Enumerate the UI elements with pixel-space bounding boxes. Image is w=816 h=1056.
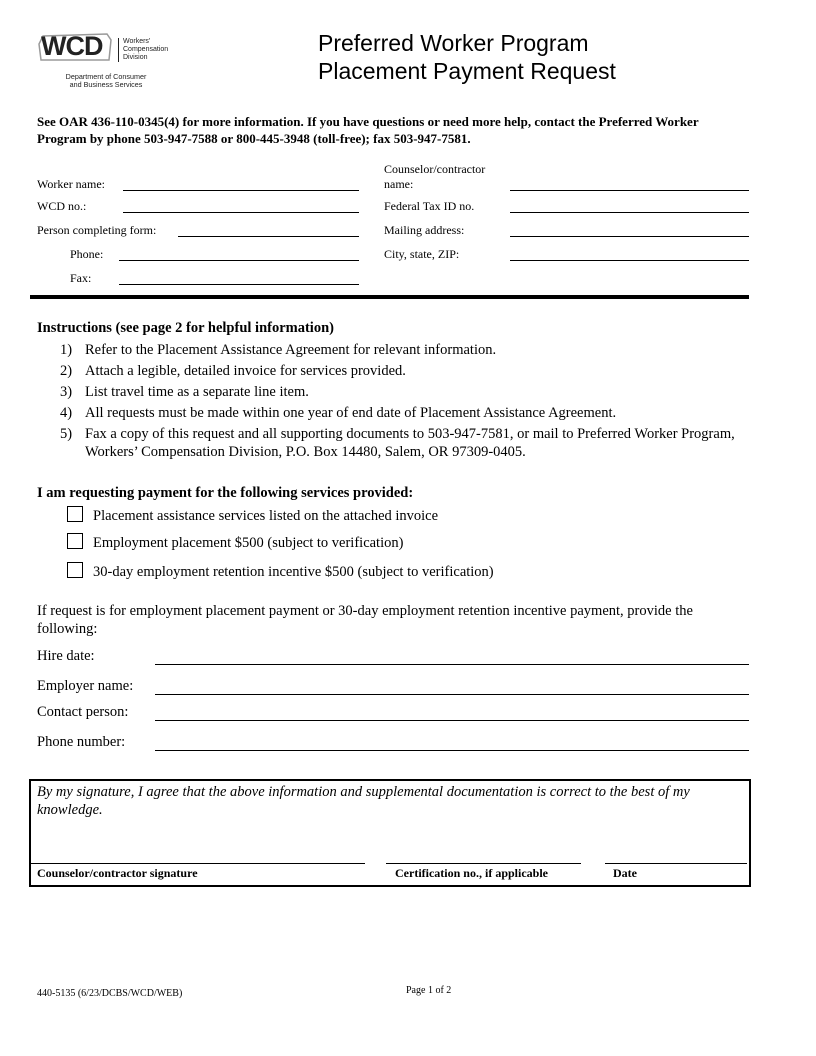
service-option-placement-assistance: Placement assistance services listed on the attached invoice <box>67 506 438 525</box>
title-line-2: Placement Payment Request <box>318 58 616 84</box>
service-option-employment-placement: Employment placement $500 (subject to verification) <box>67 533 403 552</box>
worker-name-label: Worker name: <box>37 177 106 191</box>
city-state-zip-label: City, state, ZIP: <box>384 247 460 261</box>
retention-incentive-checkbox[interactable] <box>67 562 83 578</box>
phone-field[interactable] <box>119 260 359 261</box>
counselor-name-field[interactable] <box>510 190 749 191</box>
placement-assistance-checkbox[interactable] <box>67 506 83 522</box>
page-number: Page 1 of 2 <box>406 985 452 996</box>
phone-number-label: Phone number: <box>37 734 126 750</box>
fax-label: Fax: <box>70 271 92 285</box>
worker-name-field[interactable] <box>123 190 359 191</box>
services-heading: I am requesting payment for the following services provided: <box>37 485 414 501</box>
conditional-instructions: If request is for employment placement payment or 30-day employment retention incentive payment, provide the following: <box>37 603 693 637</box>
title-line-1: Preferred Worker Program <box>318 30 589 56</box>
counselor-signature-field[interactable] <box>31 863 365 864</box>
federal-tax-id-label: Federal Tax ID no. <box>384 199 475 213</box>
employment-placement-checkbox[interactable] <box>67 533 83 549</box>
instructions-heading: Instructions (see page 2 for helpful information) <box>37 320 334 336</box>
phone-number-field[interactable] <box>155 750 749 751</box>
wcd-logo <box>37 28 171 94</box>
list-item: 4) All requests must be made within one year of end date of Placement Assistance Agreement. <box>60 405 617 421</box>
hire-date-field[interactable] <box>155 664 749 665</box>
form-id: 440-5135 (6/23/DCBS/WCD/WEB) <box>37 988 183 999</box>
date-label: Date <box>613 866 637 880</box>
intro-text: See OAR 436-110-0345(4) for more information. If you have questions or need more help, contact the Preferred Worker Program by phone 503-947-7588 or 800-445-3948 (toll-free); fax 503-947-7581. <box>37 114 699 146</box>
page-title <box>318 29 616 85</box>
instructions-list <box>60 341 750 464</box>
phone-label: Phone: <box>70 247 104 261</box>
contact-person-label: Contact person: <box>37 704 129 720</box>
counselor-name-label: Counselor/contractor name: <box>384 162 486 191</box>
certification-no-field[interactable] <box>386 863 581 864</box>
signature-statement: By my signature, I agree that the above information and supplemental documentation is correct to the best of my knowledge. <box>37 784 690 818</box>
section-divider <box>30 295 749 299</box>
certification-no-label: Certification no., if applicable <box>395 866 548 880</box>
date-field[interactable] <box>605 863 747 864</box>
logo-mark: WCD <box>41 31 103 61</box>
list-item: 1) Refer to the Placement Assistance Agreement for relevant information. <box>60 342 497 358</box>
mailing-address-label: Mailing address: <box>384 223 465 237</box>
contact-person-field[interactable] <box>155 720 749 721</box>
logo-department: Department of Consumer and Business Services <box>65 72 147 89</box>
federal-tax-id-field[interactable] <box>510 212 749 213</box>
wcd-no-label: WCD no.: <box>37 199 87 213</box>
list-item: 2) Attach a legible, detailed invoice for services provided. <box>60 363 406 379</box>
hire-date-label: Hire date: <box>37 648 95 664</box>
person-completing-label: Person completing form: <box>37 223 157 237</box>
list-item: 5) Fax a copy of this request and all supporting documents to 503-947-7581, or mail to Preferred Worker Program, Workers’ Compensation Division, P.O. Box 14480, Salem, OR 97309-0405. <box>60 426 735 460</box>
city-state-zip-field[interactable] <box>510 260 749 261</box>
fax-field[interactable] <box>119 284 359 285</box>
employer-name-field[interactable] <box>155 694 749 695</box>
logo-division: Workers' Compensation Division <box>118 38 168 62</box>
employer-name-label: Employer name: <box>37 678 134 694</box>
person-completing-field[interactable] <box>178 236 359 237</box>
counselor-signature-label: Counselor/contractor signature <box>37 866 198 880</box>
wcd-no-field[interactable] <box>123 212 359 213</box>
service-option-retention-incentive: 30-day employment retention incentive $500 (subject to verification) <box>67 562 494 581</box>
mailing-address-field[interactable] <box>510 236 749 237</box>
list-item: 3) List travel time as a separate line item. <box>60 384 309 400</box>
